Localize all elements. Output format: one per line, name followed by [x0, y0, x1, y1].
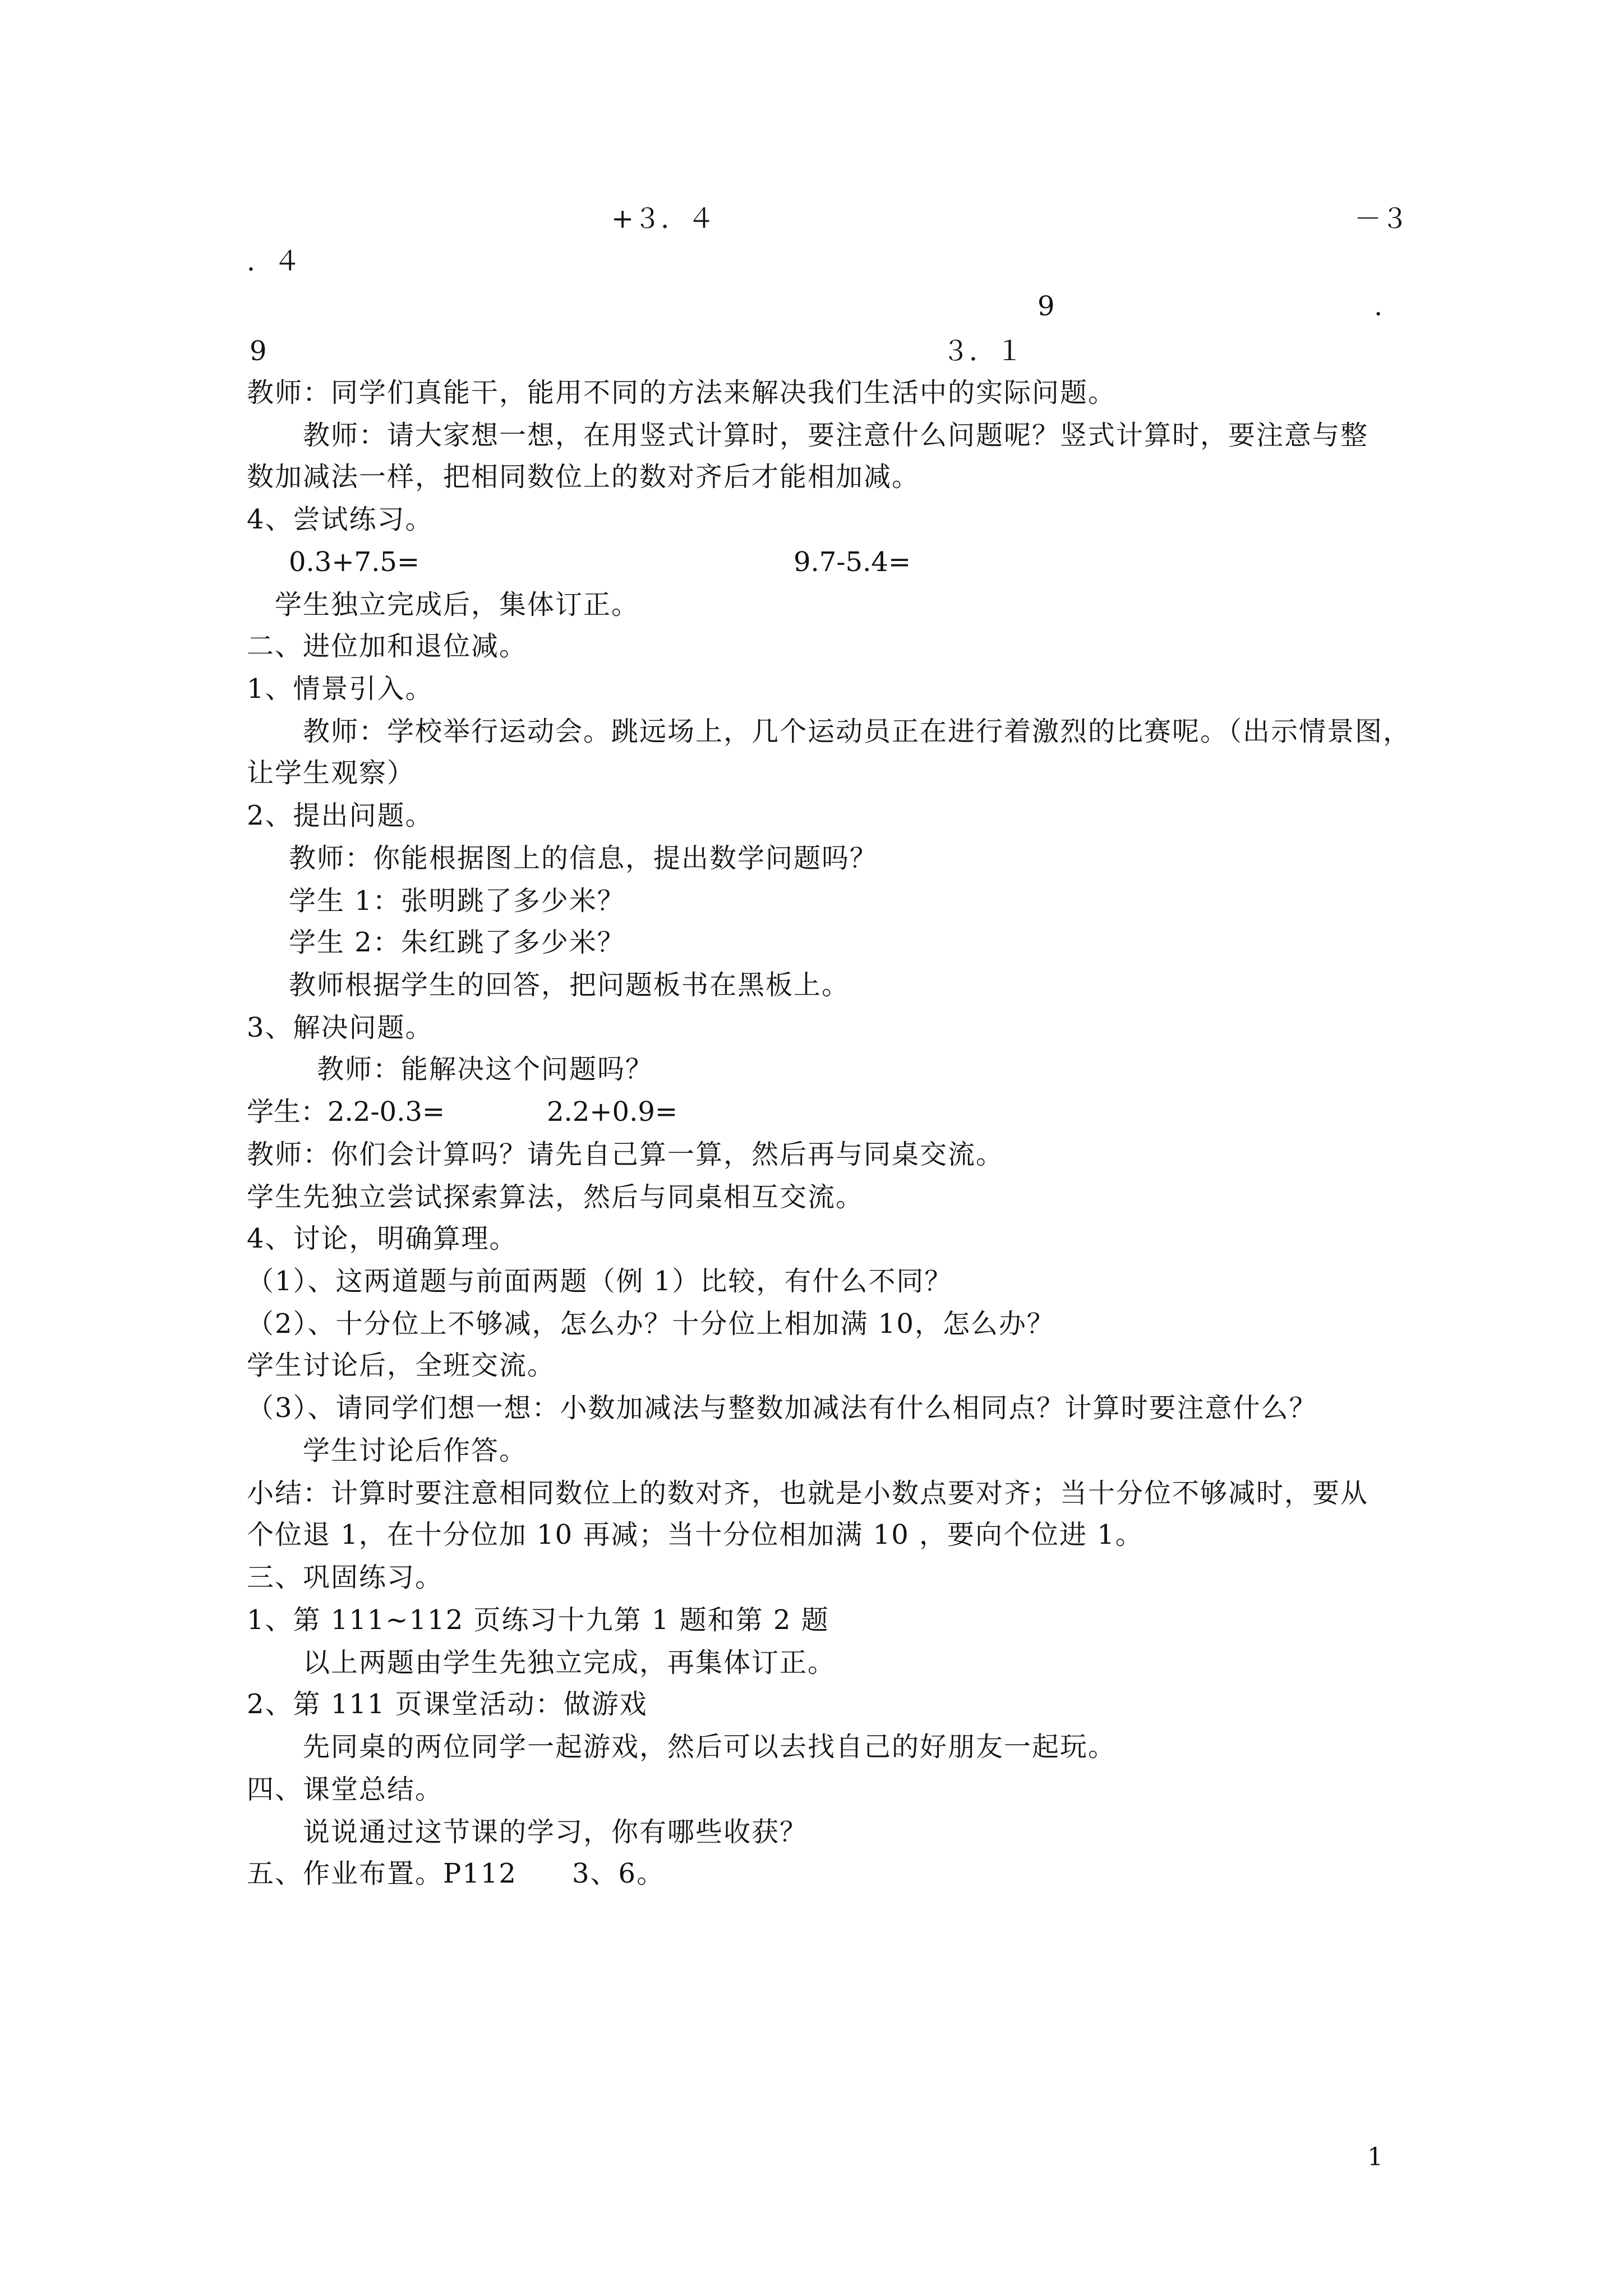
section-heading: 2、提出问题。	[247, 800, 434, 831]
section-heading: 五、作业布置。P112	[247, 1858, 517, 1889]
text-line: 说说通过这节课的学习，你有哪些收获？	[303, 1816, 808, 1848]
section-heading: 1、情景引入。	[247, 673, 434, 705]
section-heading: 3、解决问题。	[247, 1012, 434, 1043]
text-line: 教师：你能根据图上的信息，提出数学问题吗？	[289, 843, 878, 874]
exercise-item: 2.2+0.9=	[547, 1096, 678, 1128]
text-line: 1、第 111~112 页练习十九第 1 题和第 2 题	[247, 1604, 829, 1636]
text-line: 以上两题由学生先独立完成，再集体订正。	[303, 1647, 836, 1678]
calc-result-row2-b: ３．１	[942, 335, 1023, 367]
text-line: 让学生观察）	[247, 757, 416, 789]
text-line: 教师：能解决这个问题吗？	[317, 1053, 654, 1085]
text-line: 学生 2：朱红跳了多少米？	[289, 927, 625, 958]
text-line: 学生 1：张明跳了多少米？	[289, 885, 625, 917]
text-line: （3）、请同学们想一想：小数加减法与整数加减法有什么相同点？计算时要注意什么？	[247, 1392, 1317, 1424]
calc-minus-row-b: ．４	[247, 246, 301, 277]
text-line: 学生先独立尝试探索算法，然后与同桌相互交流。	[247, 1181, 864, 1213]
text-line: （1）、这两道题与前面两题（例 1）比较，有什么不同？	[247, 1266, 953, 1297]
text-line: 教师：同学们真能干，能用不同的方法来解决我们生活中的实际问题。	[247, 377, 1117, 408]
calc-plus-row: +３．４	[611, 203, 715, 234]
calc-minus-row-a: －３	[1354, 203, 1409, 234]
text-line: 教师：学校举行运动会。跳远场上，几个运动员正在进行着激烈的比赛呢。（出示情景图，	[303, 716, 1412, 747]
text-line: 教师：你们会计算吗？请先自己算一算，然后再与同桌交流。	[247, 1139, 1004, 1170]
exercise-item: 0.3+7.5=	[289, 546, 420, 578]
text-line: 数加减法一样，把相同数位上的数对齐后才能相加减。	[247, 461, 920, 493]
text-line: 学生讨论后作答。	[303, 1435, 528, 1466]
calc-result-row1-b: .	[1374, 291, 1383, 322]
calc-result-row1-a: 9	[1038, 291, 1055, 322]
exercise-item: 学生：2.2-0.3=	[247, 1096, 445, 1128]
page-number: 1	[1367, 2143, 1383, 2171]
calc-result-row2-a: 9	[250, 335, 267, 367]
section-heading: 三、巩固练习。	[247, 1562, 444, 1593]
text-line: 先同桌的两位同学一起游戏，然后可以去找自己的好朋友一起玩。	[303, 1731, 1117, 1763]
text-line: 学生独立完成后，集体订正。	[275, 589, 640, 620]
text-line: 小结：计算时要注意相同数位上的数对齐，也就是小数点要对齐；当十分位不够减时，要从	[247, 1478, 1369, 1509]
text-line: 教师根据学生的回答，把问题板书在黑板上。	[289, 969, 850, 1001]
text-line: 教师：请大家想一想，在用竖式计算时，要注意什么问题呢？竖式计算时，要注意与整	[303, 420, 1369, 451]
text-line: 2、第 111 页课堂活动：做游戏	[247, 1688, 648, 1720]
text-line: 学生讨论后，全班交流。	[247, 1350, 556, 1381]
text-line: 3、6。	[572, 1858, 665, 1889]
section-heading: 4、讨论，明确算理。	[247, 1223, 518, 1254]
section-heading: 四、课堂总结。	[247, 1774, 444, 1805]
section-heading: 二、进位加和退位减。	[247, 631, 528, 662]
text-line: （2）、十分位上不够减，怎么办？十分位上相加满 10，怎么办？	[247, 1308, 1055, 1340]
text-line: 个位退 1，在十分位加 10 再减；当十分位相加满 10 ，要向个位进 1。	[247, 1519, 1144, 1550]
exercise-item: 9.7-5.4=	[794, 546, 911, 578]
section-heading: 4、尝试练习。	[247, 504, 434, 535]
